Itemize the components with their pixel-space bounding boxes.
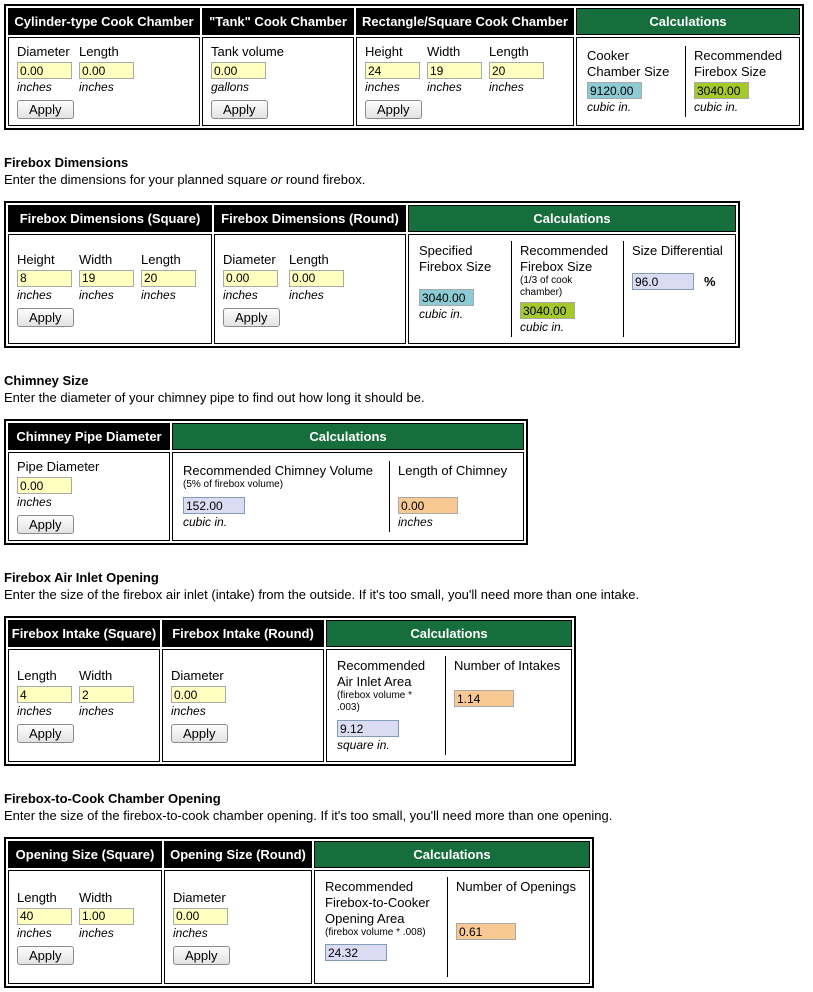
opening-width-label: Width [79, 889, 113, 905]
firebox-round-length-input[interactable] [289, 270, 344, 287]
chimney-table [4, 419, 528, 545]
firebox-section-description: Enter the dimensions for your planned square or round firebox. [4, 172, 366, 187]
recommended-firebox-size2-note: (1/3 of cook chamber) [520, 275, 573, 298]
recommended-opening-area-label: Recommended Firebox-to-Cooker Opening Area [325, 879, 430, 926]
specified-firebox-size-value [419, 289, 474, 306]
intake-diameter-label: Diameter [171, 668, 224, 683]
length-of-chimney-value [398, 497, 458, 514]
chimney-section-description: Enter the diameter of your chimney pipe to find out how long it should be. [4, 390, 425, 405]
firebox-round-diameter-input[interactable] [223, 270, 278, 287]
rect-height-unit: inches [365, 80, 400, 94]
chimney-section-heading: Chimney Size [4, 373, 89, 388]
intake-square-header: Firebox Intake (Square) [8, 620, 160, 647]
recommended-chimney-volume-output [181, 461, 389, 532]
firebox-length-unit: inches [141, 287, 176, 302]
opening-section-heading: Firebox-to-Cook Chamber Opening [4, 791, 221, 806]
recommended-firebox-size2-label: Recommended Firebox Size [520, 243, 609, 274]
firebox-round-diameter-unit: inches [223, 287, 258, 302]
tank-volume-unit: gallons [211, 80, 250, 94]
number-of-openings-label: Number of Openings [456, 879, 576, 894]
firebox-length-group [141, 252, 199, 303]
recommended-air-inlet-area-value [337, 720, 399, 737]
tank-header: "Tank" Cook Chamber [202, 8, 354, 35]
intake-diameter-input[interactable] [171, 686, 226, 703]
opening-square-apply-button[interactable]: Apply [17, 946, 74, 965]
opening-diameter-unit: inches [173, 925, 208, 940]
cook-chamber-table [4, 4, 804, 130]
number-of-openings-value [456, 923, 516, 940]
recommended-firebox-size2-value [520, 302, 575, 319]
recommended-air-inlet-area-output [335, 656, 445, 755]
firebox-square-cell [8, 234, 212, 344]
intake-calculations-header: Calculations [326, 620, 572, 647]
cylinder-header: Cylinder-type Cook Chamber [8, 8, 200, 35]
intake-diameter-unit: inches [171, 704, 206, 718]
opening-section-description: Enter the size of the firebox-to-cook chamber opening. If it's too small, you'll need more than one opening. [4, 808, 613, 823]
pipe-diameter-label: Pipe Diameter [17, 459, 100, 474]
firebox-height-unit: inches [17, 287, 52, 302]
intake-section-heading: Firebox Air Inlet Opening [4, 570, 159, 585]
pipe-diameter-group [17, 459, 127, 510]
firebox-width-group [79, 252, 137, 303]
firebox-round-diameter-label: Diameter [223, 251, 276, 267]
number-of-intakes-value [454, 690, 514, 707]
length-of-chimney-label: Length of Chimney [398, 463, 508, 478]
opening-calculations-header: Calculations [314, 841, 590, 868]
cylinder-cell [8, 37, 200, 126]
pipe-diameter-unit: inches [17, 495, 52, 509]
specified-firebox-size-output [417, 241, 511, 337]
recommended-firebox-size-output [685, 46, 791, 117]
opening-round-apply-button[interactable]: Apply [173, 946, 230, 965]
rect-width-input[interactable] [427, 62, 482, 79]
intake-square-cell [8, 649, 160, 762]
intake-length-input[interactable] [17, 686, 72, 703]
recommended-chimney-volume-unit: cubic in. [183, 515, 228, 529]
specified-firebox-size-unit: cubic in. [419, 307, 464, 321]
rect-cell [356, 37, 574, 126]
firebox-square-apply-button[interactable]: Apply [17, 308, 74, 327]
length-of-chimney-output [389, 461, 515, 532]
opening-length-input[interactable] [17, 908, 72, 925]
cylinder-length-label: Length [79, 44, 119, 59]
recommended-firebox-size-unit: cubic in. [694, 100, 739, 114]
firebox-round-diameter-group [223, 252, 285, 303]
recommended-opening-area-note: (firebox volume * .008) [325, 927, 426, 938]
firebox-height-input[interactable] [17, 270, 72, 287]
specified-firebox-size-label: Specified Firebox Size [419, 243, 492, 274]
intake-length-unit: inches [17, 704, 52, 718]
rect-apply-button[interactable]: Apply [365, 100, 422, 119]
firebox-width-input[interactable] [79, 270, 134, 287]
intake-width-label: Width [79, 668, 113, 683]
chimney-pipe-cell [8, 452, 170, 541]
intake-section-description: Enter the size of the firebox air inlet (intake) from the outside. If it's too small, you'll need more than one intake. [4, 587, 640, 602]
rect-length-input[interactable] [489, 62, 544, 79]
recommended-opening-area-output [323, 877, 447, 977]
firebox-section-heading: Firebox Dimensions [4, 155, 129, 170]
opening-diameter-input[interactable] [173, 908, 228, 925]
opening-square-cell [8, 870, 162, 984]
recommended-firebox-size2-output [511, 241, 623, 337]
cooker-chamber-size-label: Cooker Chamber Size [587, 48, 670, 79]
size-differential-output [623, 241, 727, 337]
rect-height-input[interactable] [365, 62, 420, 79]
recommended-opening-area-value [325, 944, 387, 961]
size-differential-label: Size Differential [632, 243, 723, 258]
intake-round-cell [162, 649, 324, 762]
intake-width-unit: inches [79, 704, 114, 718]
intake-width-input[interactable] [79, 686, 134, 703]
firebox-round-apply-button[interactable]: Apply [223, 308, 280, 327]
intake-calc-cell [326, 649, 572, 762]
cylinder-diameter-group [17, 44, 75, 95]
top-calculations-header: Calculations [576, 8, 800, 35]
opening-round-cell [164, 870, 312, 984]
rect-length-unit: inches [489, 80, 524, 94]
firebox-length-input[interactable] [141, 270, 196, 287]
opening-length-label: Length [17, 889, 57, 905]
intake-round-apply-button[interactable]: Apply [171, 724, 228, 743]
firebox-round-cell [214, 234, 406, 344]
rect-width-label: Width [427, 44, 461, 59]
firebox-calculations-header: Calculations [408, 205, 736, 232]
intake-length-label: Length [17, 668, 57, 683]
intake-square-apply-button[interactable]: Apply [17, 724, 74, 743]
recommended-firebox-size-label: Recommended Firebox Size [694, 48, 783, 79]
opening-length-group [17, 890, 75, 941]
chimney-pipe-header: Chimney Pipe Diameter [8, 423, 170, 450]
number-of-intakes-label: Number of Intakes [454, 658, 561, 673]
firebox-round-length-unit: inches [289, 287, 324, 302]
recommended-chimney-volume-label: Recommended Chimney Volume [183, 463, 374, 478]
opening-round-header: Opening Size (Round) [164, 841, 312, 868]
size-differential-percent-sign: % [704, 274, 716, 289]
recommended-firebox-size-value [694, 82, 749, 99]
cylinder-length-input[interactable] [79, 62, 134, 79]
chimney-calc-cell [172, 452, 524, 541]
opening-square-header: Opening Size (Square) [8, 841, 162, 868]
intake-width-group [79, 668, 137, 719]
rect-width-group [427, 44, 485, 95]
rect-length-group [489, 44, 547, 95]
rect-height-group [365, 44, 423, 95]
rect-width-unit: inches [427, 80, 462, 94]
cylinder-diameter-unit: inches [17, 80, 52, 94]
cooker-chamber-size-output [585, 46, 685, 117]
opening-diameter-label: Diameter [173, 889, 226, 905]
tank-volume-label: Tank volume [211, 44, 284, 59]
tank-cell [202, 37, 354, 126]
recommended-air-inlet-area-label: Recommended Air Inlet Area [337, 658, 426, 689]
firebox-square-header: Firebox Dimensions (Square) [8, 205, 212, 232]
tank-volume-input[interactable] [211, 62, 266, 79]
recommended-air-inlet-area-note: (firebox volume * .003) [337, 690, 413, 713]
firebox-width-unit: inches [79, 287, 114, 302]
intake-round-header: Firebox Intake (Round) [162, 620, 324, 647]
opening-calc-cell [314, 870, 590, 984]
firebox-round-header: Firebox Dimensions (Round) [214, 205, 406, 232]
opening-width-group [79, 890, 137, 941]
firebox-height-label: Height [17, 251, 55, 267]
recommended-firebox-size2-unit: cubic in. [520, 320, 565, 334]
number-of-intakes-output [445, 656, 563, 755]
rect-length-label: Length [489, 44, 529, 59]
chimney-calculations-header: Calculations [172, 423, 524, 450]
cylinder-length-unit: inches [79, 80, 114, 94]
opening-length-unit: inches [17, 925, 52, 940]
cylinder-apply-button[interactable]: Apply [17, 100, 74, 119]
opening-diameter-group [173, 890, 283, 941]
number-of-openings-output [447, 877, 581, 977]
opening-width-unit: inches [79, 925, 114, 940]
opening-width-input[interactable] [79, 908, 134, 925]
chimney-apply-button[interactable]: Apply [17, 515, 74, 534]
size-differential-value [632, 273, 694, 290]
firebox-width-label: Width [79, 251, 113, 267]
tank-volume-group [211, 44, 321, 95]
intake-diameter-group [171, 668, 281, 719]
cooker-chamber-size-value [587, 82, 642, 99]
intake-length-group [17, 668, 75, 719]
top-calc-cell [576, 37, 800, 126]
firebox-calc-cell [408, 234, 736, 344]
pipe-diameter-input[interactable] [17, 477, 72, 494]
firebox-height-group [17, 252, 75, 303]
recommended-chimney-volume-value [183, 497, 245, 514]
firebox-length-label: Length [141, 251, 181, 267]
cooker-chamber-size-unit: cubic in. [587, 100, 632, 114]
firebox-round-length-label: Length [289, 251, 329, 267]
firebox-dimensions-table [4, 201, 740, 348]
cylinder-diameter-input[interactable] [17, 62, 72, 79]
recommended-air-inlet-area-unit: square in. [337, 738, 390, 752]
rect-height-label: Height [365, 44, 403, 59]
firebox-round-length-group [289, 252, 347, 303]
length-of-chimney-unit: inches [398, 515, 433, 529]
recommended-chimney-volume-note: (5% of firebox volume) [183, 479, 284, 490]
cylinder-diameter-label: Diameter [17, 44, 70, 59]
opening-table [4, 837, 594, 988]
tank-apply-button[interactable]: Apply [211, 100, 268, 119]
intake-table [4, 616, 576, 766]
cylinder-length-group [79, 44, 137, 95]
rect-header: Rectangle/Square Cook Chamber [356, 8, 574, 35]
